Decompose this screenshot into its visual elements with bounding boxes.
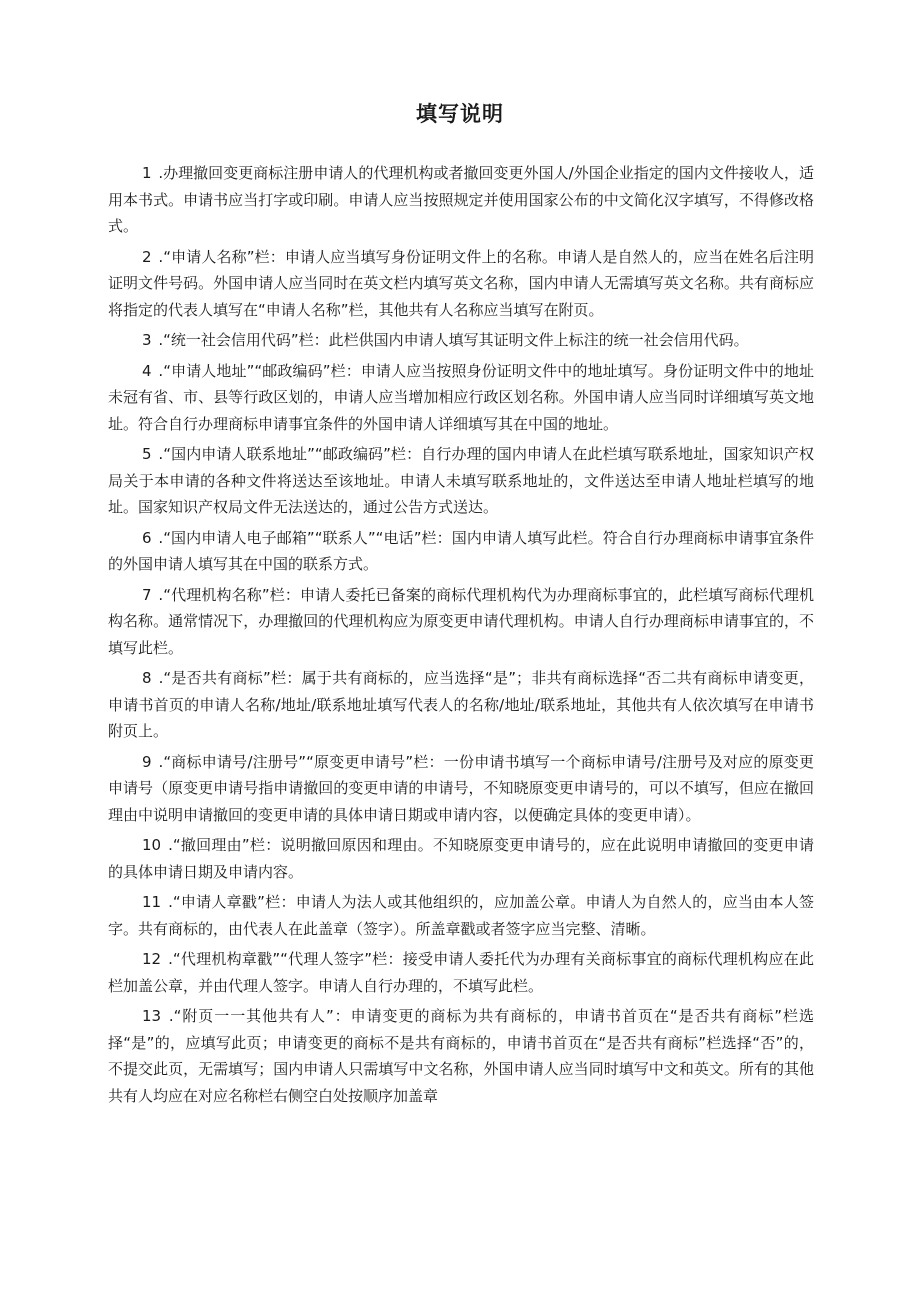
item-text: “申请人章戳”栏：申请人为法人或其他组织的，应加盖公章。申请人为自然人的，应当由本人签字。共有商标的，由代表人在此盖章（签字）。所盖章戳或者签字应当完整、清晰。 bbox=[108, 893, 814, 938]
item-text: “代理机构名称”栏：申请人委托已备案的商标代理机构代为办理商标事宜的，此栏填写商标代理机构名称。通常情况下，办理撤回的代理机构应为原变更申请代理机构。申请人自行办理商标申请事宜的，不填写此栏。 bbox=[108, 585, 815, 657]
item-number: 1 bbox=[142, 164, 152, 182]
instruction-item: 5 .“国内申请人联系地址”“邮政编码”栏：自行办理的国内申请人在此栏填写联系地址，国家知识产权局关于本申请的各种文件将送达至该地址。申请人未填写联系地址的，文件送达至申请人地址栏填写的地址。国家知识产权局文件无法送达的，通过公告方式送达。 bbox=[108, 445, 814, 516]
item-text: “申请人地址”“邮政编码”栏：申请人应当按照身份证明文件中的地址填写。身份证明文件中的地址未冠有省、市、县等行政区划的，申请人应当增加相应行政区划名称。外国申请人应当同时详细填写英文地址。符合自行办理商标申请事宜条件的外国申请人详细填写其在中国的地址。 bbox=[108, 361, 814, 433]
instruction-item: 7 .“代理机构名称”栏：申请人委托已备案的商标代理机构代为办理商标事宜的，此栏填写商标代理机构名称。通常情况下，办理撤回的代理机构应为原变更申请代理机构。申请人自行办理商标申请事宜的，不填写此栏。 bbox=[108, 585, 815, 657]
instruction-item: 13 .“附页一一其他共有人”：申请变更的商标为共有商标的，申请书首页在“是否共有商标”栏选择“是”的，应填写此页；申请变更的商标不是共有商标的，申请书首页在“是否共有商标”栏选择“否”的，不提交此页，无需填写；国内申请人只需填写中文名称，外国申请人应当同时填写中文和英文。所有的其他共有人均应在对应名称栏右侧空白处按顺序加盖章 bbox=[108, 1007, 814, 1105]
page-title: 填写说明 bbox=[416, 102, 504, 126]
instruction-item: 9 .“商标申请号/注册号”“原变更申请号”栏：一份申请书填写一个商标申请号/注册号及对应的原变更申请号（原变更申请号指申请撤回的变更申请的申请号，不知晓原变更申请号的，可以不填写，但应在撤回理由中说明申请撤回的变更申请的具体申请日期或申请内容，以便确定具体的变更申请）。 bbox=[108, 752, 814, 824]
item-number: 5 bbox=[142, 445, 152, 463]
instruction-item: 3 .“统一社会信用代码”栏：此栏供国内申请人填写其证明文件上标注的统一社会信用代码。 bbox=[142, 331, 749, 349]
item-number: 9 bbox=[142, 752, 152, 771]
item-text: “国内申请人电子邮箱”“联系人”“电话”栏：国内申请人填写此栏。符合自行办理商标申请事宜条件的外国申请人填写其在中国的联系方式。 bbox=[108, 528, 814, 573]
item-number: 2 bbox=[142, 247, 152, 266]
item-number: 4 bbox=[142, 361, 152, 380]
item-text: “附页一一其他共有人”：申请变更的商标为共有商标的，申请书首页在“是否共有商标”栏选择“是”的，应填写此页；申请变更的商标不是共有商标的，申请书首页在“是否共有商标”栏选择“否”的，不提交此页，无需填写；国内申请人只需填写中文名称，外国申请人应当同时填写中文和英文。所有的其他共有人均应在对应名称栏右侧空白处按顺序加盖章 bbox=[108, 1007, 814, 1105]
item-number: 6 bbox=[142, 528, 152, 547]
instructions-list bbox=[108, 160, 814, 1113]
item-text: “商标申请号/注册号”“原变更申请号”栏：一份申请书填写一个商标申请号/注册号及对应的原变更申请号（原变更申请号指申请撤回的变更申请的申请号，不知晓原变更申请号的，可以不填写，但应在撤回理由中说明申请撤回的变更申请的具体申请日期或申请内容，以便确定具体的变更申请）。 bbox=[108, 752, 814, 824]
item-number: 10 bbox=[142, 836, 162, 854]
instruction-item: 8 .“是否共有商标”栏：属于共有商标的，应当选择“是”；非共有商标选择“否二共有商标申请变更，申请书首页的申请人名称/地址/联系地址填写代表人的名称/地址/联系地址，其他共有人依次填写在申请书附页上。 bbox=[108, 669, 814, 740]
item-number: 3 bbox=[142, 331, 152, 349]
instruction-item: 11 .“申请人章戳”栏：申请人为法人或其他组织的，应加盖公章。申请人为自然人的，应当由本人签字。共有商标的，由代表人在此盖章（签字）。所盖章戳或者签字应当完整、清晰。 bbox=[108, 893, 814, 938]
instruction-item: 12 .“代理机构章戳”“代理人签字”栏：接受申请人委托代为办理有关商标事宜的商标代理机构应在此栏加盖公章，并由代理人签字。申请人自行办理的，不填写此栏。 bbox=[108, 950, 814, 995]
instruction-item: 2 .“申请人名称”栏：申请人应当填写身份证明文件上的名称。申请人是自然人的，应当在姓名后注明证明文件号码。外国申请人应当同时在英文栏内填写英文名称，国内申请人无需填写英文名称。共有商标应将指定的代表人填写在“申请人名称”栏，其他共有人名称应当填写在附页。 bbox=[108, 247, 815, 319]
item-text: “是否共有商标”栏：属于共有商标的，应当选择“是”；非共有商标选择“否二共有商标申请变更，申请书首页的申请人名称/地址/联系地址填写代表人的名称/地址/联系地址，其他共有人依次填写在申请书附页上。 bbox=[108, 669, 814, 740]
item-number: 8 bbox=[142, 669, 152, 687]
item-text: “代理机构章戳”“代理人签字”栏：接受申请人委托代为办理有关商标事宜的商标代理机构应在此栏加盖公章，并由代理人签字。申请人自行办理的，不填写此栏。 bbox=[108, 950, 814, 995]
item-number: 7 bbox=[142, 585, 152, 604]
item-text: “撤回理由”栏：说明撤回原因和理由。不知晓原变更申请号的，应在此说明申请撤回的变更申请的具体申请日期及申请内容。 bbox=[108, 836, 814, 881]
item-text: “统一社会信用代码”栏：此栏供国内申请人填写其证明文件上标注的统一社会信用代码。 bbox=[163, 331, 749, 349]
item-number: 11 bbox=[142, 893, 162, 911]
item-number: 12 bbox=[142, 950, 162, 968]
item-text: 办理撤回变更商标注册申请人的代理机构或者撤回变更外国人/外国企业指定的国内文件接收人，适用本书式。申请书应当打字或印刷。申请人应当按照规定并使用国家公布的中文简化汉字填写，不得修改格式。 bbox=[108, 164, 814, 235]
instruction-item: 6 .“国内申请人电子邮箱”“联系人”“电话”栏：国内申请人填写此栏。符合自行办理商标申请事宜条件的外国申请人填写其在中国的联系方式。 bbox=[108, 528, 814, 573]
item-text: “申请人名称”栏：申请人应当填写身份证明文件上的名称。申请人是自然人的，应当在姓名后注明证明文件号码。外国申请人应当同时在英文栏内填写英文名称，国内申请人无需填写英文名称。共有商标应将指定的代表人填写在“申请人名称”栏，其他共有人名称应当填写在附页。 bbox=[108, 247, 815, 319]
instruction-item: 4 .“申请人地址”“邮政编码”栏：申请人应当按照身份证明文件中的地址填写。身份证明文件中的地址未冠有省、市、县等行政区划的，申请人应当增加相应行政区划名称。外国申请人应当同时详细填写英文地址。符合自行办理商标申请事宜条件的外国申请人详细填写其在中国的地址。 bbox=[108, 361, 814, 433]
instruction-item: 1 .办理撤回变更商标注册申请人的代理机构或者撤回变更外国人/外国企业指定的国内文件接收人，适用本书式。申请书应当打字或印刷。申请人应当按照规定并使用国家公布的中文简化汉字填写，不得修改格式。 bbox=[108, 164, 814, 235]
item-number: 13 bbox=[142, 1007, 162, 1025]
instruction-item: 10 .“撤回理由”栏：说明撤回原因和理由。不知晓原变更申请号的，应在此说明申请撤回的变更申请的具体申请日期及申请内容。 bbox=[108, 836, 814, 881]
item-text: “国内申请人联系地址”“邮政编码”栏：自行办理的国内申请人在此栏填写联系地址，国家知识产权局关于本申请的各种文件将送达至该地址。申请人未填写联系地址的，文件送达至申请人地址栏填写的地址。国家知识产权局文件无法送达的，通过公告方式送达。 bbox=[108, 445, 814, 516]
